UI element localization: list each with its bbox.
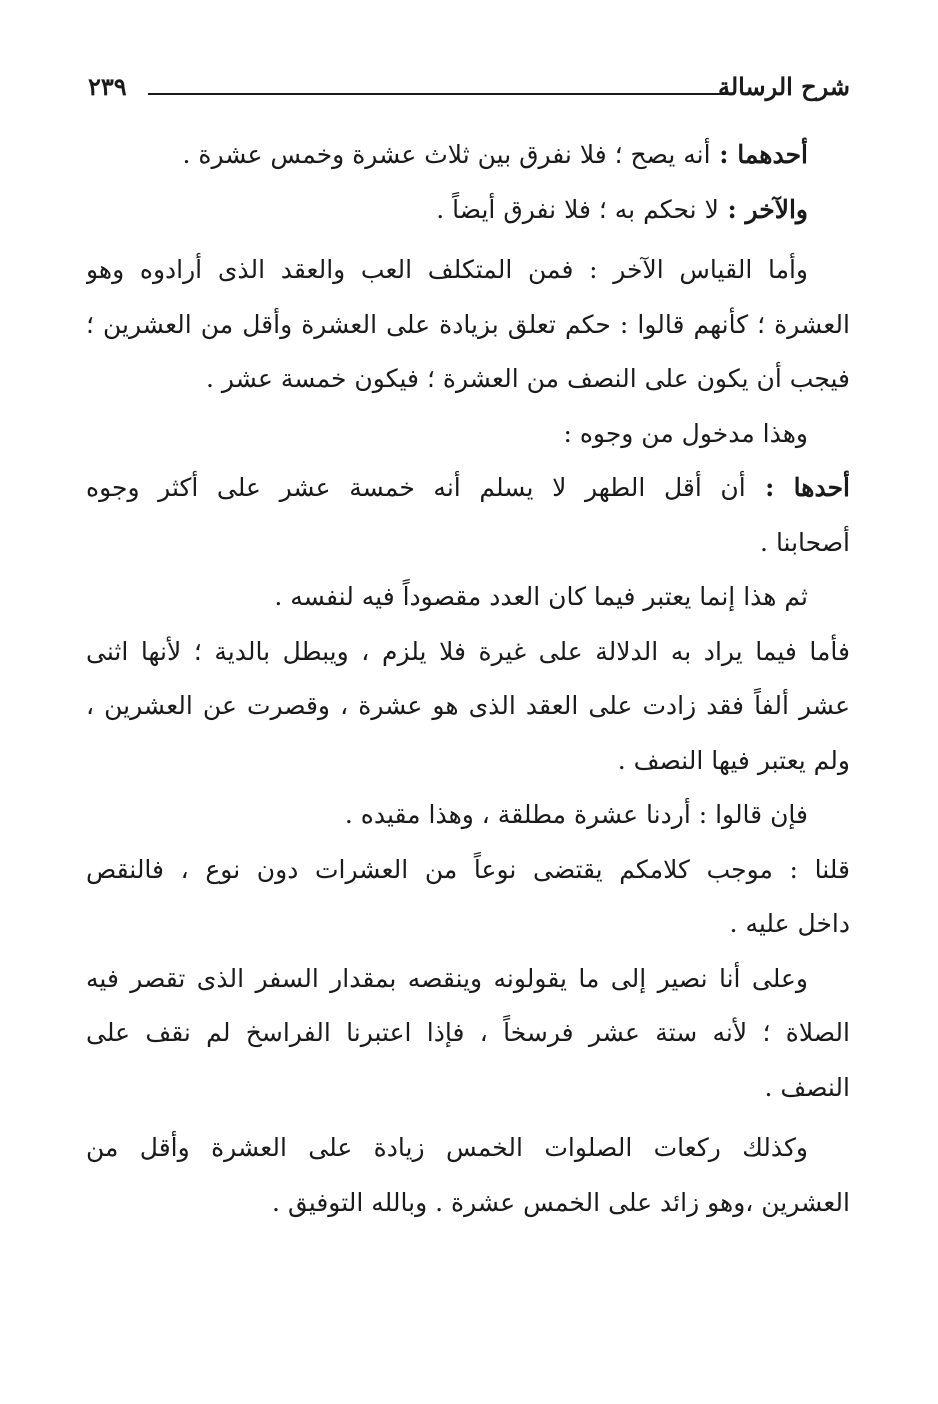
line-text: وهذا مدخول من وجوه : — [563, 418, 808, 448]
line-text: فأما فيما يراد به الدلالة على غيرة فلا يلزم ، ويبطل بالدية ؛ لأنها اثنى — [86, 636, 850, 666]
page-number: ٢٣٩ — [88, 72, 127, 101]
text-line — [86, 952, 850, 1007]
text-line — [86, 734, 850, 789]
text-line — [86, 788, 850, 843]
line-text: الصلاة ؛ لأنه ستة عشر فرسخاً ، فإذا اعتبرنا الفراسخ لم نقف على — [86, 1018, 850, 1047]
line-lead: أحدهما : — [710, 140, 808, 169]
line-text: قلنا : موجب كلامكم يقتضى نوعاً من العشرات دون نوع ، فالنقص — [86, 854, 850, 884]
line-text: وأما القياس الآخر : فمن المتكلف العب والعقد الذى أرادوه وهو — [86, 255, 808, 284]
line-text: وعلى أنا نصير إلى ما يقولونه وينقصه بمقدار السفر الذى تقصر فيه — [86, 963, 808, 993]
line-text: فإن قالوا : أردنا عشرة مطلقة ، وهذا مقيده . — [344, 800, 808, 829]
line-text: أصحابنا . — [760, 527, 850, 557]
text-line — [86, 625, 850, 680]
text-line — [86, 128, 850, 183]
page-header — [88, 72, 850, 112]
text-line — [86, 461, 850, 516]
line-text: ولم يعتبر فيها النصف . — [617, 745, 850, 775]
line-lead: أحدها : — [745, 473, 850, 502]
text-line — [86, 570, 850, 625]
line-text: العشرين ،وهو زائد على الخمس عشرة . وبالله التوفيق . — [272, 1187, 850, 1217]
text-line — [86, 298, 850, 353]
line-text: النصف . — [764, 1072, 850, 1102]
text-line — [86, 1176, 850, 1231]
text-line — [86, 407, 850, 462]
body-text — [86, 128, 850, 1230]
line-lead: والآخر : — [718, 194, 808, 224]
line-text: فيجب أن يكون على النصف من العشرة ؛ فيكون خمسة عشر . — [206, 364, 850, 393]
text-line — [86, 1006, 850, 1061]
running-title: شرح الرسالة — [717, 72, 850, 101]
text-line — [86, 352, 850, 407]
text-line — [86, 516, 850, 571]
line-text: العشرة ؛ كأنهم قالوا : حكم تعلق بزيادة على العشرة وأقل من العشرين ؛ — [86, 309, 850, 339]
text-line — [86, 897, 850, 952]
text-line — [86, 843, 850, 898]
line-text: أنه يصح ؛ فلا نفرق بين ثلاث عشرة وخمس عشرة . — [182, 140, 711, 169]
line-text: داخل عليه . — [729, 909, 850, 938]
line-text: عشر ألفاً فقد زادت على العقد الذى هو عشرة ، وقصرت عن العشرين ، — [86, 691, 850, 720]
line-text: ثم هذا إنما يعتبر فيما كان العدد مقصوداً فيه لنفسه . — [274, 582, 808, 611]
text-line — [86, 183, 850, 238]
text-line — [86, 679, 850, 734]
text-line — [86, 1061, 850, 1116]
text-line — [86, 1121, 850, 1176]
line-text: لا نحكم به ؛ فلا نفرق أيضاً . — [436, 194, 719, 224]
line-text: وكذلك ركعات الصلوات الخمس زيادة على العشرة وأقل من — [86, 1133, 808, 1162]
text-line — [86, 243, 850, 298]
header-rule — [148, 93, 728, 95]
line-text: أن أقل الطهر لا يسلم أنه خمسة عشر على أكثر وجوه — [86, 473, 746, 502]
